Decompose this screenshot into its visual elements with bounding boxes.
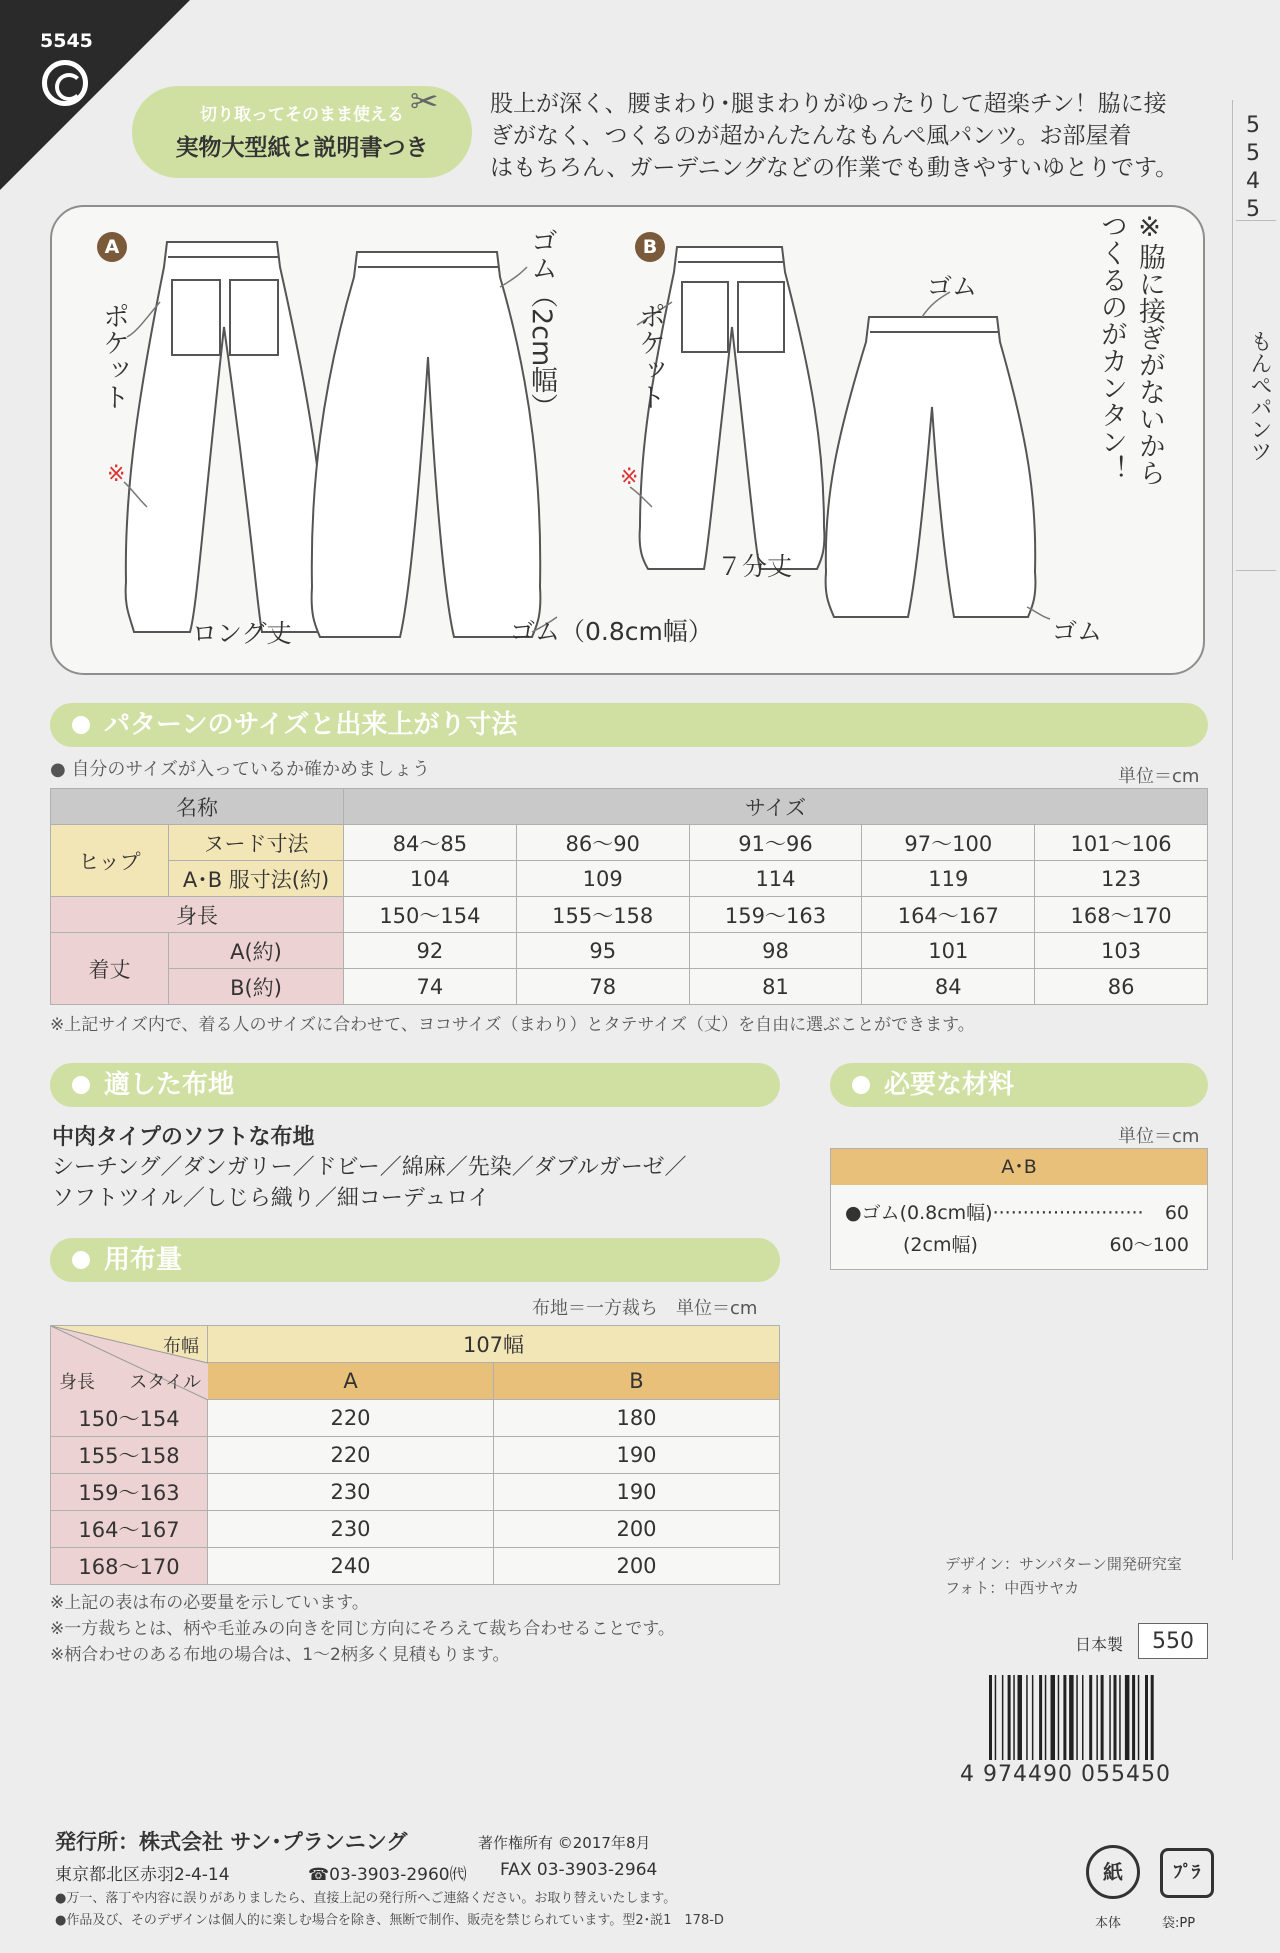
yardage-section-header: 用布量 xyxy=(50,1238,780,1282)
barcode-number: 4 974490 055450 xyxy=(960,1762,1171,1787)
size-table-size-header: サイズ xyxy=(344,789,1208,825)
intro-line: ぎがなく、つくるのが超かんたんなもんぺ風パンツ。お部屋着 xyxy=(490,123,1132,149)
barcode-bar xyxy=(1045,1675,1047,1760)
barcode-bar xyxy=(1018,1675,1023,1760)
length-a-value: 95 xyxy=(516,933,689,969)
barcode-bar xyxy=(1051,1675,1056,1760)
size-hint-text: 自分のサイズが入っているか確かめましょう xyxy=(71,759,430,780)
nude-value: 84〜85 xyxy=(344,825,517,861)
yardage-style-label: スタイル xyxy=(129,1372,201,1393)
finish-value: 119 xyxy=(862,861,1035,897)
fax: FAX 03-3903-2964 xyxy=(500,1860,658,1880)
credit-photo: フォト：中西サヤカ xyxy=(945,1579,1080,1597)
price: 550 xyxy=(1138,1623,1208,1659)
side-title: もんぺパンツ xyxy=(1247,330,1272,462)
pocket-label-b: ポケット xyxy=(634,302,665,410)
mark-b: ※ xyxy=(620,465,639,490)
yardage-height: 159〜163 xyxy=(51,1474,208,1511)
credits xyxy=(945,1552,1182,1600)
barcode-bar xyxy=(1109,1675,1111,1760)
table-row xyxy=(51,1474,780,1511)
length-b-label: B(約) xyxy=(169,969,344,1005)
tag-line-2: 実物大型紙と説明書つき xyxy=(175,135,429,161)
materials-item xyxy=(831,1197,1207,1229)
barcode-bar xyxy=(1125,1675,1130,1760)
barcode-bar xyxy=(1132,1675,1135,1760)
barcode-bar xyxy=(1063,1675,1066,1760)
fabric-line: シーチング／ダンガリー／ドビー／綿麻／先染／ダブルガーゼ／ xyxy=(52,1155,687,1180)
yardage-corner-cell xyxy=(51,1326,208,1400)
fabric-list xyxy=(52,1152,686,1214)
pattern-number: 5545 xyxy=(40,30,93,52)
pants-drawings xyxy=(52,207,1207,677)
plastic-recycle-label: 袋:PP xyxy=(1162,1916,1196,1931)
barcode-bar xyxy=(1076,1675,1078,1760)
yardage-b: 200 xyxy=(494,1548,780,1585)
barcode-bar xyxy=(989,1675,992,1760)
yardage-b: 190 xyxy=(494,1474,780,1511)
note-line: つくるのがカンタン！ xyxy=(1096,212,1127,482)
barcode-bar xyxy=(1002,1675,1004,1760)
barcode-bar xyxy=(1026,1675,1028,1760)
yardage-height: 155〜158 xyxy=(51,1437,208,1474)
yardage-height: 150〜154 xyxy=(51,1400,208,1437)
fabric-line: ソフトツイル／しじら織り／細コーデュロイ xyxy=(52,1186,490,1211)
yardage-a: 230 xyxy=(208,1474,494,1511)
size-hint: ● 自分のサイズが入っているか確かめましょう xyxy=(50,759,430,780)
nude-value: 86〜90 xyxy=(516,825,689,861)
yardage-style-a: A xyxy=(208,1363,494,1400)
yardage-width-value: 107幅 xyxy=(208,1326,780,1363)
barcode-bar xyxy=(1032,1675,1034,1760)
length-b-value: 74 xyxy=(344,969,517,1005)
length-a-value: 92 xyxy=(344,933,517,969)
barcode-bar xyxy=(1138,1675,1140,1760)
length-a-value: 101 xyxy=(862,933,1035,969)
address: 東京都北区赤羽2-4-14 xyxy=(55,1865,230,1885)
finish-label: A･B 服寸法(約) xyxy=(169,861,344,897)
length-a-label: A(約) xyxy=(169,933,344,969)
paper-recycle-icon: 紙 xyxy=(1086,1845,1140,1899)
intro-text xyxy=(490,88,1190,184)
yardage-b: 200 xyxy=(494,1511,780,1548)
yardage-note: ※上記の表は布の必要量を示しています。 xyxy=(50,1593,369,1613)
size-unit: 単位＝cm xyxy=(1118,766,1200,787)
yardage-b: 180 xyxy=(494,1400,780,1437)
intro-line: 股上が深く、腰まわり･腿まわりがゆったりして超楽チン！脇に接 xyxy=(490,91,1167,117)
elastic-waist-label-b: ゴム xyxy=(927,272,978,301)
length-b-value: 86 xyxy=(1035,969,1208,1005)
size-table-name-header: 名称 xyxy=(51,789,344,825)
fabric-section-header: 適した布地 xyxy=(50,1063,780,1107)
publisher: 発行所：株式会社 サン･プランニング xyxy=(55,1830,408,1854)
paper-recycle-label: 本体 xyxy=(1095,1916,1122,1931)
barcode-bar xyxy=(1039,1675,1042,1760)
tag-line-1: 切り取ってそのまま使える xyxy=(200,105,404,125)
illustration-box xyxy=(50,205,1205,675)
length-label-b: ７分丈 xyxy=(717,552,793,581)
barcode-bar xyxy=(1089,1675,1092,1760)
size-section-header: パターンのサイズと出来上がり寸法 xyxy=(50,703,1208,747)
length-a-value: 98 xyxy=(689,933,862,969)
barcode-bar xyxy=(1058,1675,1060,1760)
elastic-waist-label-a: ゴム（2cm幅） xyxy=(526,227,557,421)
yardage-style-b: B xyxy=(494,1363,780,1400)
height-label: 身長 xyxy=(51,897,344,933)
yardage-a: 230 xyxy=(208,1511,494,1548)
barcode-bar xyxy=(1119,1675,1121,1760)
length-b-value: 78 xyxy=(516,969,689,1005)
finish-value: 114 xyxy=(689,861,862,897)
elastic-hem-label-a: ゴム（0.8cm幅） xyxy=(510,617,713,646)
scissors-icon: ✂ xyxy=(410,82,439,122)
materials-box xyxy=(830,1148,1208,1270)
barcode-bar xyxy=(1013,1675,1015,1760)
size-footnote: ※上記サイズ内で、着る人のサイズに合わせて、ヨコサイズ（まわり）とタテサイズ（丈）を自由に選ぶことができます。 xyxy=(50,1015,975,1035)
copyright: 著作権所有 ©2017年8月 xyxy=(478,1834,651,1852)
yardage-info: 布地＝一方裁ち 単位＝cm xyxy=(532,1298,758,1319)
height-value: 168〜170 xyxy=(1035,897,1208,933)
side-rule xyxy=(1236,570,1276,571)
yardage-width-label: 布幅 xyxy=(163,1336,199,1357)
yardage-height-label: 身長 xyxy=(59,1372,95,1393)
mark-a: ※ xyxy=(107,462,126,487)
footer-note: ●作品及び、そのデザインは個人的に楽しむ場合を除き、無断で制作、販売を禁じられています。型2･説1 178-D xyxy=(55,1913,724,1928)
length-b-value: 84 xyxy=(862,969,1035,1005)
materials-header: A･B xyxy=(831,1149,1207,1185)
brand-logo-icon xyxy=(42,60,88,106)
materials-item-value: 60 xyxy=(1164,1202,1189,1224)
length-a-value: 103 xyxy=(1035,933,1208,969)
pocket-label-a: ポケット xyxy=(98,302,129,410)
barcode-bar xyxy=(1145,1675,1148,1760)
materials-item xyxy=(831,1229,1207,1261)
height-value: 150〜154 xyxy=(344,897,517,933)
style-a-badge: A xyxy=(97,232,127,262)
elastic-hem-label-b: ゴム xyxy=(1052,617,1103,646)
fabric-subtitle: 中肉タイプのソフトな布地 xyxy=(52,1125,315,1150)
nude-value: 97〜100 xyxy=(862,825,1035,861)
barcode-bar xyxy=(1151,1675,1154,1760)
barcode-bar xyxy=(1114,1675,1117,1760)
finish-value: 109 xyxy=(516,861,689,897)
nude-value: 91〜96 xyxy=(689,825,862,861)
materials-item-value: 60〜100 xyxy=(1109,1234,1189,1256)
yardage-b: 190 xyxy=(494,1437,780,1474)
tel: ☎03-3903-2960㈹ xyxy=(308,1865,467,1885)
side-divider xyxy=(1232,100,1233,1560)
yardage-notes xyxy=(50,1590,675,1668)
height-value: 159〜163 xyxy=(689,897,862,933)
side-number: 5 5 4 5 xyxy=(1246,113,1260,222)
height-value: 164〜167 xyxy=(862,897,1035,933)
credit-design: デザイン：サンパターン開発研究室 xyxy=(945,1555,1182,1573)
origin: 日本製 xyxy=(1075,1635,1124,1654)
materials-unit: 単位＝cm xyxy=(1118,1126,1200,1147)
barcode-bar xyxy=(1008,1675,1011,1760)
length-b-value: 81 xyxy=(689,969,862,1005)
yardage-a: 220 xyxy=(208,1437,494,1474)
barcode-bar xyxy=(1096,1675,1098,1760)
intro-line: はもちろん、ガーデニングなどの作業でも動きやすいゆとりです。 xyxy=(490,155,1179,181)
footer-notes xyxy=(55,1888,724,1932)
table-row xyxy=(51,1511,780,1548)
size-table xyxy=(50,788,1208,1005)
barcode-bar xyxy=(1082,1675,1084,1760)
length-label: 着丈 xyxy=(51,933,169,1005)
side-seam-note xyxy=(1092,212,1168,652)
table-row xyxy=(51,1400,780,1437)
footer-note: ●万一、落丁や内容に誤りがありましたら、直接上記の発行所へご連絡ください。お取り替えいたします。 xyxy=(55,1891,677,1906)
yardage-a: 240 xyxy=(208,1548,494,1585)
yardage-note: ※一方裁ちとは、柄や毛並みの向きを同じ方向にそろえて裁ち合わせることです。 xyxy=(50,1619,675,1639)
materials-section-header: 必要な材料 xyxy=(830,1063,1208,1107)
finish-value: 123 xyxy=(1035,861,1208,897)
barcode-icon xyxy=(985,1675,1205,1760)
table-row xyxy=(51,1437,780,1474)
materials-item-label: ●ゴム(0.8cm幅)························· xyxy=(845,1202,1144,1224)
finish-value: 104 xyxy=(344,861,517,897)
barcode-bar xyxy=(995,1675,997,1760)
nude-value: 101〜106 xyxy=(1035,825,1208,861)
note-line: ※脇に接ぎがないから xyxy=(1134,212,1165,486)
hip-label: ヒップ xyxy=(51,825,169,897)
yardage-a: 220 xyxy=(208,1400,494,1437)
yardage-note: ※柄合わせのある布地の場合は、1〜2柄多く見積もります。 xyxy=(50,1645,510,1665)
yardage-table xyxy=(50,1325,780,1585)
barcode-bar xyxy=(1069,1675,1074,1760)
length-label-a: ロング丈 xyxy=(192,619,292,648)
barcode-bar xyxy=(1101,1675,1104,1760)
plastic-recycle-icon: ﾌﾟﾗ xyxy=(1160,1848,1214,1898)
nude-label: ヌード寸法 xyxy=(169,825,344,861)
yardage-height: 168〜170 xyxy=(51,1548,208,1585)
materials-item-label: (2cm幅) xyxy=(903,1234,978,1256)
height-value: 155〜158 xyxy=(516,897,689,933)
style-b-badge: B xyxy=(635,232,665,262)
yardage-height: 164〜167 xyxy=(51,1511,208,1548)
table-row xyxy=(51,1548,780,1585)
